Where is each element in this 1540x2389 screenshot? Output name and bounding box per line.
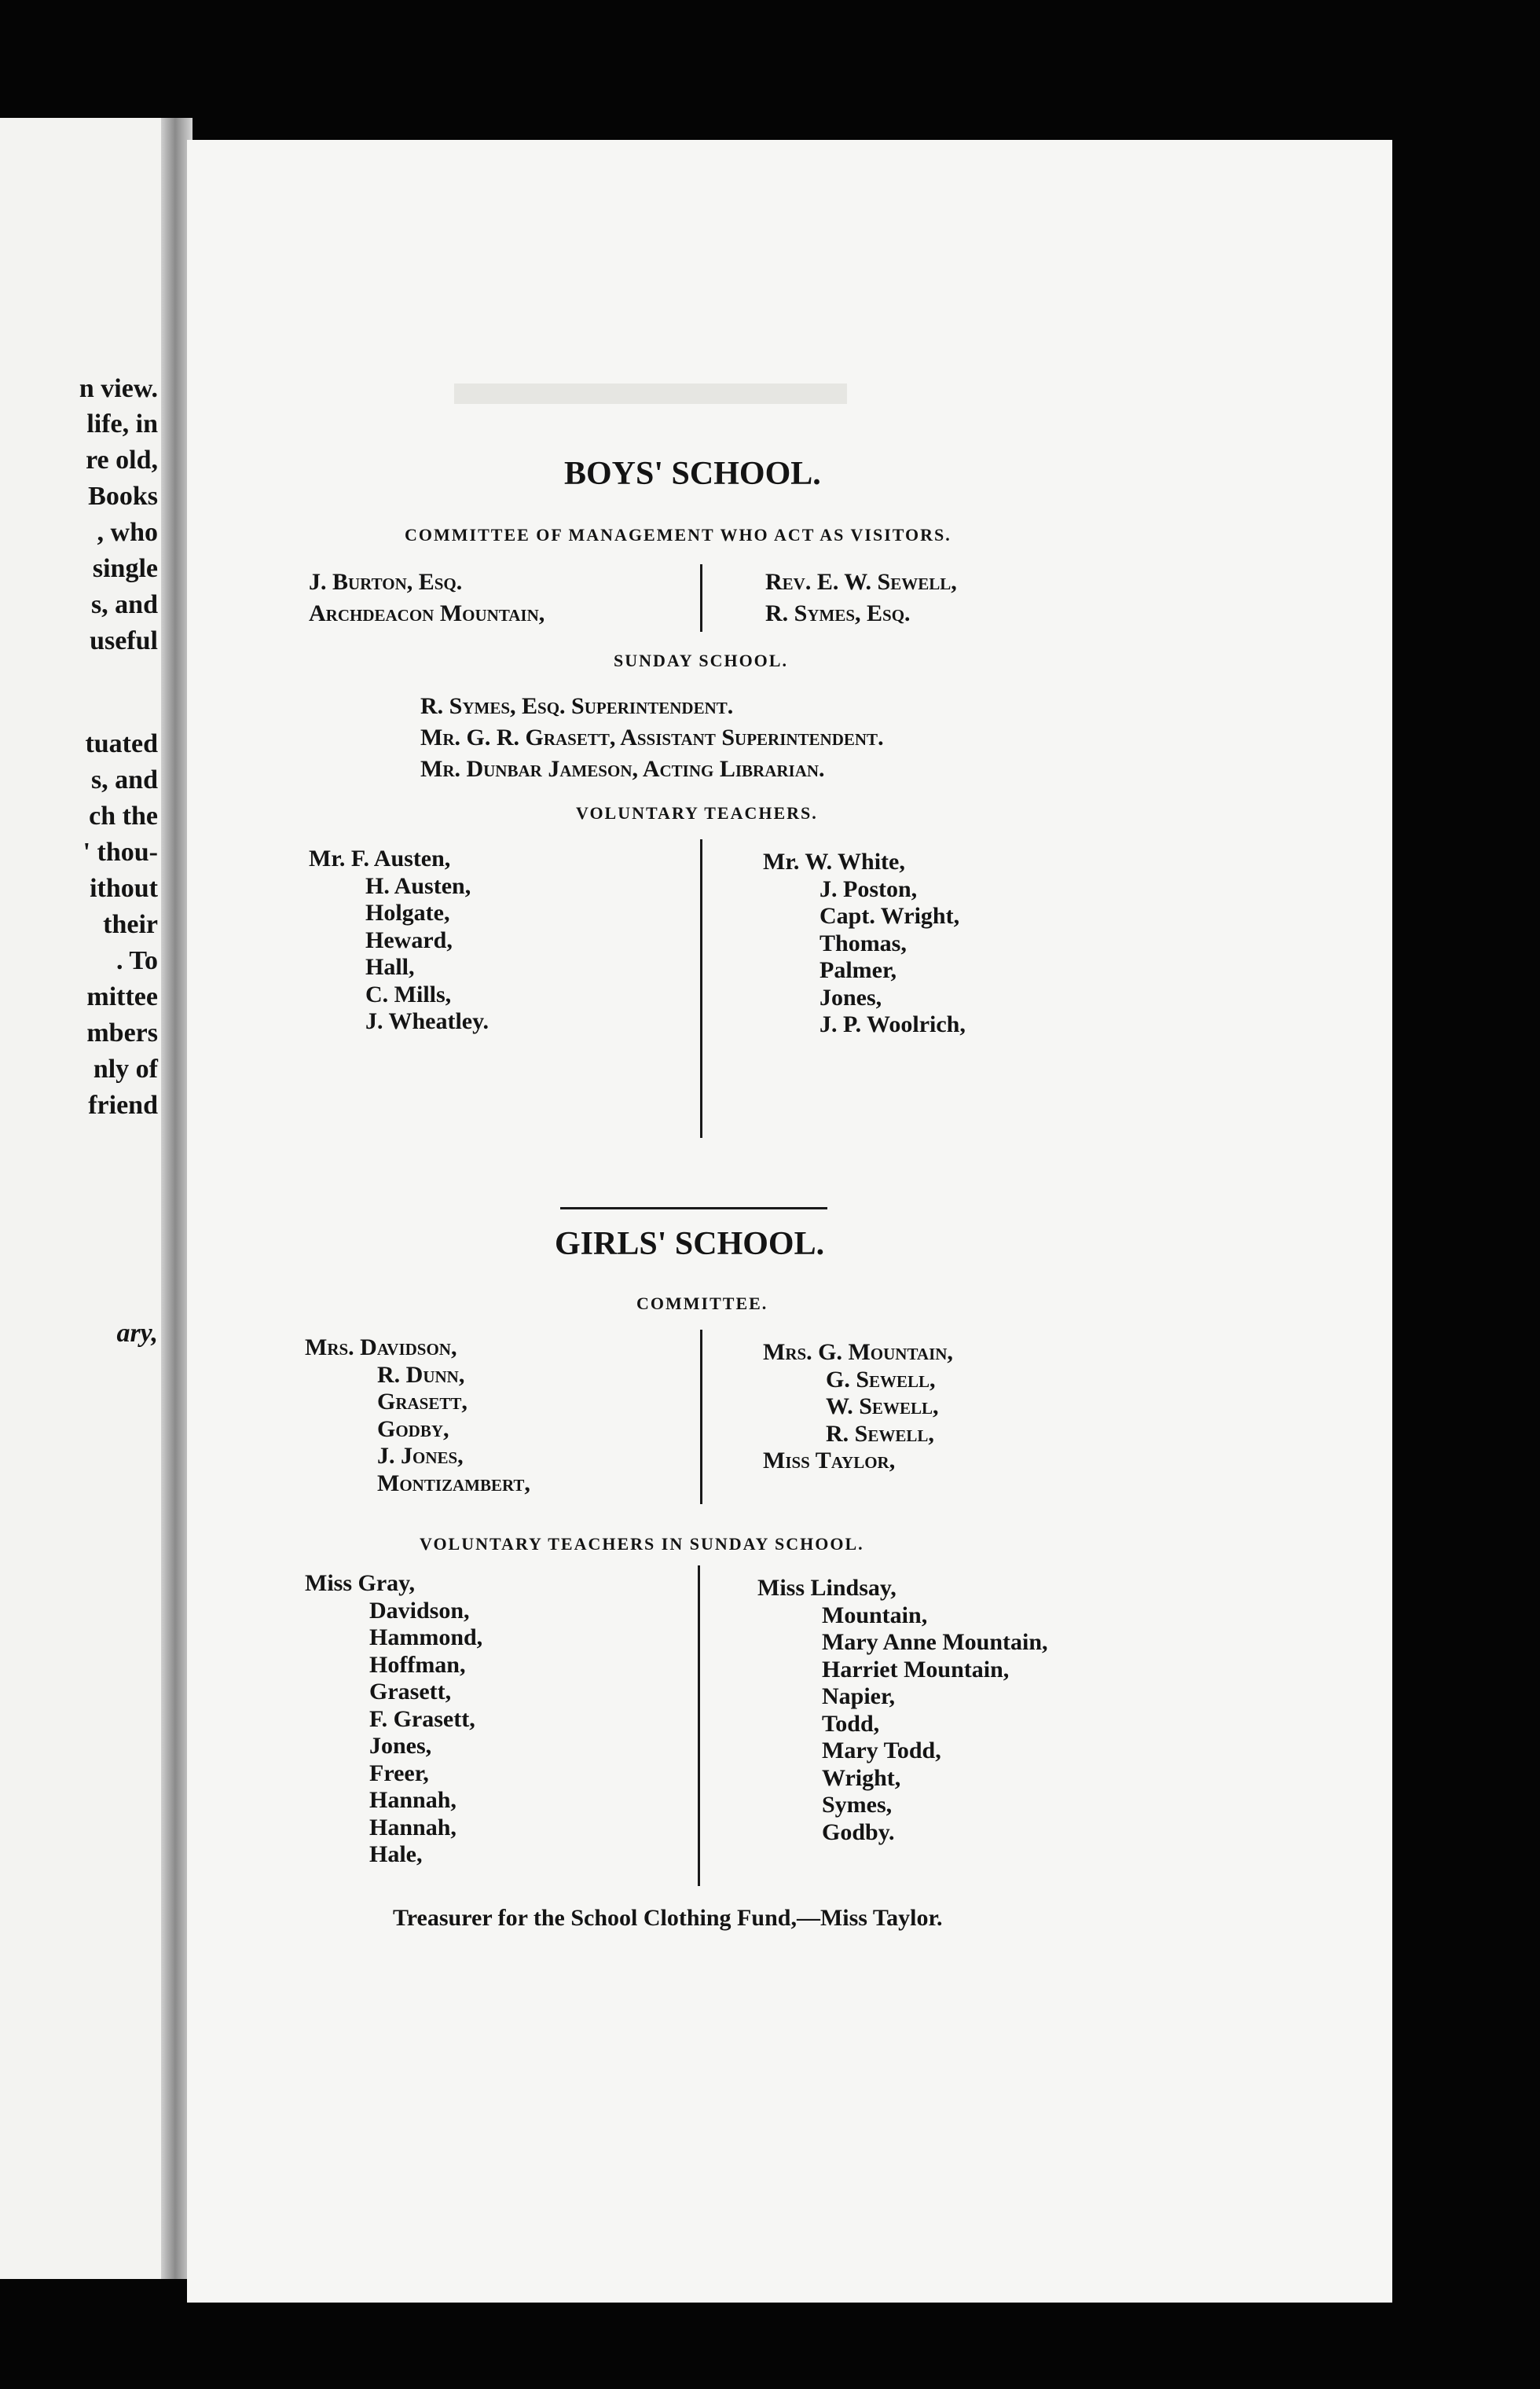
name-entry: G. Sewell, bbox=[826, 1366, 936, 1393]
boys-voluntary-heading: VOLUNTARY TEACHERS. bbox=[576, 803, 818, 823]
name-entry: Heward, bbox=[365, 927, 453, 953]
left-page-fragment: n view. bbox=[79, 374, 158, 403]
boys-school-title: BOYS' SCHOOL. bbox=[564, 456, 821, 492]
name-entry: Hoffman, bbox=[369, 1651, 466, 1678]
girls-school-title: GIRLS' SCHOOL. bbox=[555, 1226, 825, 1262]
left-page-fragment: their bbox=[103, 910, 158, 939]
name-entry: Thomas, bbox=[820, 930, 907, 956]
left-page-fragment: Books bbox=[88, 482, 158, 511]
officer-line: Mr. Dunbar Jameson, Acting Librarian. bbox=[420, 756, 825, 782]
name-entry: Miss Taylor, bbox=[763, 1448, 896, 1473]
name-entry: Freer, bbox=[369, 1760, 429, 1786]
boys-committee-heading: COMMITTEE OF MANAGEMENT WHO ACT AS VISITORS. bbox=[405, 525, 952, 545]
name-entry: J. P. Woolrich, bbox=[820, 1011, 966, 1037]
name-entry: R. Dunn, bbox=[377, 1361, 465, 1388]
name-entry: Symes, bbox=[822, 1792, 893, 1818]
name-entry: Mr. W. White, bbox=[763, 849, 905, 875]
girls-voluntary-heading: VOLUNTARY TEACHERS IN SUNDAY SCHOOL. bbox=[420, 1534, 864, 1554]
left-page-fragment: s, and bbox=[90, 590, 158, 619]
girls-teachers-left bbox=[305, 1572, 482, 1870]
left-page-fragment: tuated bbox=[85, 729, 158, 758]
name-entry: Napier, bbox=[822, 1683, 896, 1709]
name-entry: Holgate, bbox=[365, 900, 450, 926]
left-page-fragment: ch the bbox=[89, 802, 158, 831]
left-page-fragment: re old, bbox=[86, 446, 158, 475]
name-entry: Palmer, bbox=[820, 957, 897, 983]
left-page-fragment: ary, bbox=[116, 1319, 158, 1348]
committee-member: R. Symes, Esq. bbox=[765, 600, 911, 626]
boys-teachers-left bbox=[309, 847, 489, 1037]
name-entry: Mary Todd, bbox=[822, 1738, 941, 1763]
left-page-fragment: mbers bbox=[86, 1018, 158, 1048]
left-page-fragment: ithout bbox=[90, 874, 158, 903]
name-entry: Todd, bbox=[822, 1710, 880, 1737]
name-entry: J. Wheatley. bbox=[365, 1008, 489, 1034]
left-page-fragment: nly of bbox=[93, 1055, 158, 1084]
right-page bbox=[187, 140, 1392, 2303]
name-entry: Godby, bbox=[377, 1415, 449, 1442]
girls-teachers-right bbox=[757, 1576, 1048, 1848]
left-page-fragment: life, in bbox=[86, 409, 158, 439]
name-entry: F. Grasett, bbox=[369, 1705, 475, 1732]
name-entry: Miss Gray, bbox=[305, 1570, 415, 1596]
name-entry: Mary Anne Mountain, bbox=[822, 1629, 1048, 1655]
name-entry: Mountain, bbox=[822, 1602, 928, 1628]
name-entry: R. Sewell, bbox=[826, 1420, 934, 1447]
boys-committee-right bbox=[765, 571, 957, 633]
girls-committee-left bbox=[305, 1336, 530, 1499]
name-entry: J. Poston, bbox=[820, 875, 918, 902]
officer-line: Mr. G. R. Grasett, Assistant Superintendent. bbox=[420, 725, 884, 750]
name-entry: Mrs. Davidson, bbox=[305, 1334, 457, 1360]
boys-sunday-officers bbox=[420, 695, 884, 789]
committee-member: Archdeacon Mountain, bbox=[309, 600, 545, 626]
name-entry: Hall, bbox=[365, 954, 415, 980]
column-divider bbox=[698, 1565, 700, 1886]
left-page-fragment: mittee bbox=[86, 982, 158, 1011]
name-entry: Mr. F. Austen, bbox=[309, 846, 451, 872]
name-entry: Harriet Mountain, bbox=[822, 1656, 1010, 1683]
boys-committee-left bbox=[309, 571, 544, 633]
left-page-fragment: single bbox=[92, 554, 158, 583]
name-entry: C. Mills, bbox=[365, 981, 452, 1007]
left-page-fragment: ' thou- bbox=[82, 838, 158, 867]
left-page-fragment: s, and bbox=[90, 765, 158, 794]
left-page-fragment: . To bbox=[116, 946, 158, 975]
name-entry: W. Sewell, bbox=[826, 1393, 939, 1419]
name-entry: J. Jones, bbox=[377, 1443, 464, 1469]
name-entry: Miss Lindsay, bbox=[757, 1575, 896, 1601]
name-entry: Grasett, bbox=[377, 1389, 468, 1415]
boys-teachers-right bbox=[763, 850, 966, 1040]
girls-committee-heading: COMMITTEE. bbox=[636, 1294, 768, 1313]
name-entry: Hannah, bbox=[369, 1787, 456, 1813]
left-page-fragment: , who bbox=[97, 518, 158, 547]
column-divider bbox=[700, 1330, 702, 1504]
name-entry: Hale, bbox=[369, 1841, 423, 1867]
name-entry: Jones, bbox=[820, 984, 882, 1011]
name-entry: Montizambert, bbox=[377, 1470, 530, 1496]
name-entry: Hannah, bbox=[369, 1814, 456, 1840]
name-entry: Godby. bbox=[822, 1818, 895, 1845]
name-entry: Davidson, bbox=[369, 1597, 470, 1624]
officer-line: R. Symes, Esq. Superintendent. bbox=[420, 693, 734, 719]
column-divider bbox=[700, 564, 702, 632]
left-page-fragment: useful bbox=[90, 626, 158, 655]
committee-member: Rev. E. W. Sewell, bbox=[765, 569, 957, 595]
boys-sunday-heading: SUNDAY SCHOOL. bbox=[614, 651, 788, 670]
column-divider bbox=[700, 839, 702, 1138]
name-entry: Jones, bbox=[369, 1733, 432, 1759]
name-entry: Wright, bbox=[822, 1764, 901, 1791]
girls-committee-right bbox=[763, 1341, 953, 1477]
name-entry: H. Austen, bbox=[365, 872, 471, 899]
name-entry: Grasett, bbox=[369, 1679, 452, 1705]
show-through-shadow bbox=[454, 383, 847, 404]
name-entry: Capt. Wright, bbox=[820, 903, 960, 929]
name-entry: Hammond, bbox=[369, 1624, 483, 1650]
left-page-edge bbox=[0, 118, 169, 2279]
committee-member: J. Burton, Esq. bbox=[309, 569, 463, 595]
treasurer-line: Treasurer for the School Clothing Fund,—Miss Taylor. bbox=[393, 1905, 943, 1931]
left-page-fragment: friend bbox=[88, 1091, 158, 1120]
name-entry: Mrs. G. Mountain, bbox=[763, 1339, 953, 1365]
section-rule bbox=[560, 1207, 827, 1209]
